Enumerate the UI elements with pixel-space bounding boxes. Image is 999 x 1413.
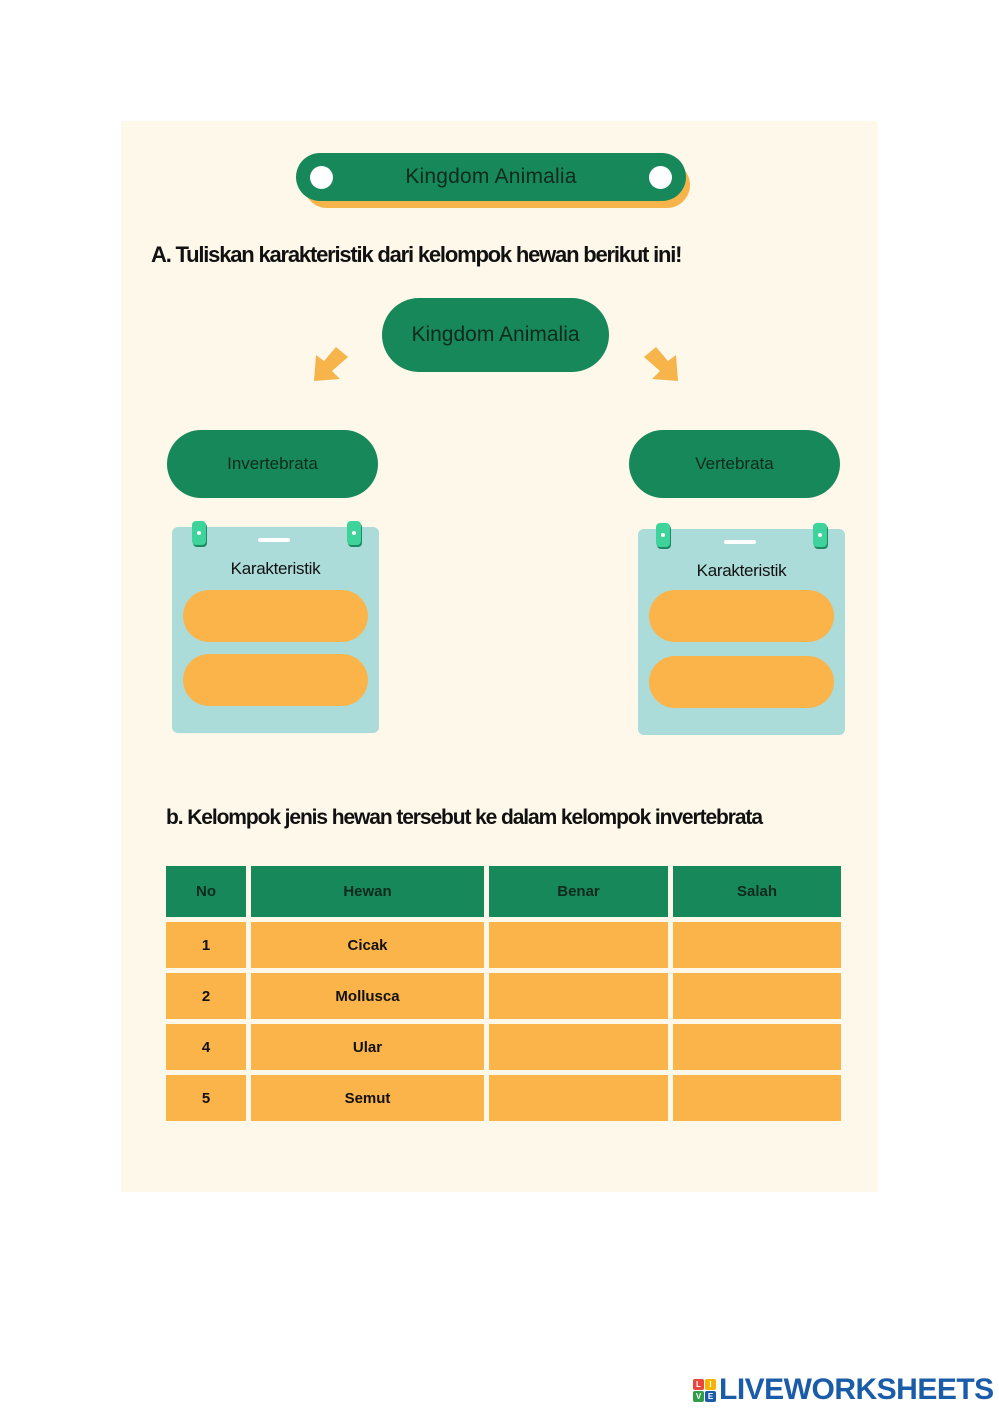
table-header-salah: Salah (673, 866, 841, 917)
answer-cell-salah[interactable] (673, 1024, 841, 1070)
table-cell-hewan: Ular (251, 1024, 484, 1070)
card-dash (258, 538, 290, 542)
card-title: Karakteristik (696, 561, 787, 580)
table-header-benar: Benar (489, 866, 668, 917)
answer-cell-salah[interactable] (673, 1075, 841, 1121)
invertebrata-card (172, 527, 379, 733)
section-b-heading: b. Kelompok jenis hewan tersebut ke dalam kelompok invertebrata (166, 806, 762, 829)
logo-mark-icon: L I V E (693, 1379, 716, 1402)
banner-dot-left (310, 166, 333, 189)
arrow-down-right-icon (642, 345, 682, 385)
table-header-no: No (166, 866, 246, 917)
banner-dot-right (649, 166, 672, 189)
answer-slot-invertebrata-1[interactable] (183, 590, 368, 642)
banner-title: Kingdom Animalia (405, 165, 577, 188)
liveworksheets-logo (693, 1373, 994, 1407)
branch-invertebrata: Invertebrata (167, 430, 378, 498)
branch-vertebrata: Vertebrata (629, 430, 840, 498)
root-node-kingdom-animalia: Kingdom Animalia (382, 298, 609, 372)
table-cell-no: 2 (166, 973, 246, 1019)
clip-icon (813, 523, 827, 547)
table-cell-hewan: Mollusca (251, 973, 484, 1019)
table-cell-hewan: Semut (251, 1075, 484, 1121)
clip-icon (656, 523, 670, 547)
title-banner (296, 153, 686, 201)
card-title: Karakteristik (230, 559, 321, 578)
logo-text: LIVEWORKSHEETS (719, 1373, 994, 1406)
answer-cell-benar[interactable] (489, 1075, 668, 1121)
table-cell-no: 4 (166, 1024, 246, 1070)
answer-cell-salah[interactable] (673, 973, 841, 1019)
table-header-hewan: Hewan (251, 866, 484, 917)
answer-cell-benar[interactable] (489, 973, 668, 1019)
answer-cell-salah[interactable] (673, 922, 841, 968)
arrow-down-left-icon (310, 345, 350, 385)
answer-slot-vertebrata-2[interactable] (649, 656, 834, 708)
answer-cell-benar[interactable] (489, 922, 668, 968)
clip-icon (192, 521, 206, 545)
vertebrata-card (638, 529, 845, 735)
table-cell-no: 1 (166, 922, 246, 968)
table-cell-no: 5 (166, 1075, 246, 1121)
section-a-heading: A. Tuliskan karakteristik dari kelompok hewan berikut ini! (151, 242, 682, 267)
clip-icon (347, 521, 361, 545)
card-dash (724, 540, 756, 544)
answer-slot-invertebrata-2[interactable] (183, 654, 368, 706)
table-cell-hewan: Cicak (251, 922, 484, 968)
answer-cell-benar[interactable] (489, 1024, 668, 1070)
answer-slot-vertebrata-1[interactable] (649, 590, 834, 642)
